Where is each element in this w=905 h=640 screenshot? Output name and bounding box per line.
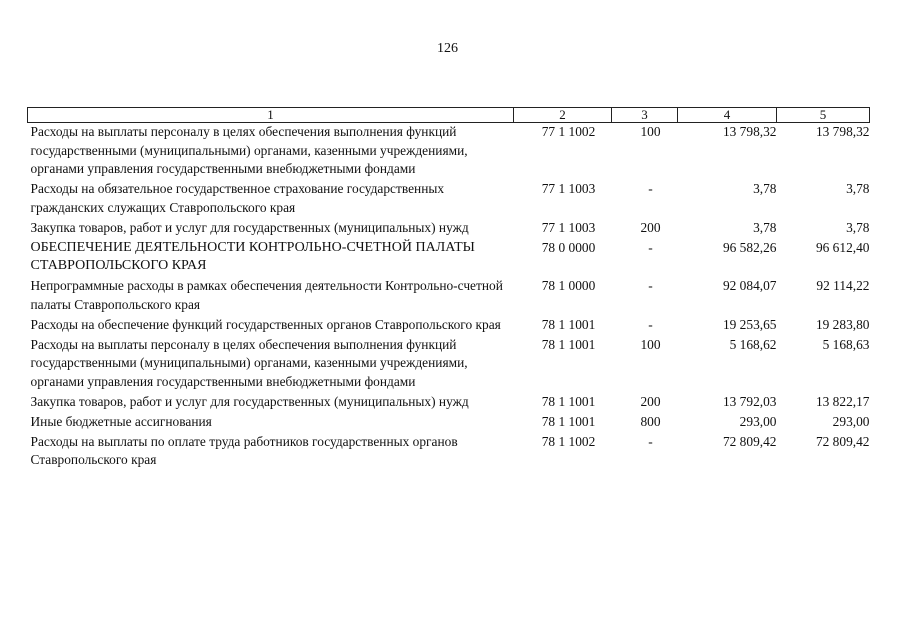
budget-table [27,107,870,471]
row-sum-col4: 13 792,03 [722,393,777,409]
table-row [28,316,870,336]
row-expense-type: 200 [640,393,661,409]
row-expense-type: - [648,316,653,332]
row-name: Непрограммные расходы в рамках обеспечения деятельности Контрольно-счетной палаты Ставропольского края [30,278,503,312]
row-sum-col4: 13 798,32 [722,124,777,139]
row-sum-col4: 96 582,26 [722,239,777,255]
row-sum-col5: 13 798,32 [815,124,870,139]
row-name: Закупка товаров, работ и услуг для государственных (муниципальных) нужд [30,393,469,409]
table-header [28,108,870,123]
row-name: Расходы на выплаты по оплате труда работников государственных органов Ставропольского края [30,433,458,467]
row-code: 77 1 1003 [541,181,596,196]
row-code: 78 1 1002 [541,433,596,449]
table-row [28,239,870,278]
row-sum-col4: 92 084,07 [722,278,777,293]
row-name: Расходы на обязательное государственное страхование государственных гражданских служащих Ставропольского края [30,181,445,215]
row-sum-col4: 3,78 [753,181,777,196]
row-name: Расходы на выплаты персоналу в целях обеспечения выполнения функций государственными (муниципальными) органами, казенными учреждениями, органами управления государственными внебюджетными фондами [30,124,468,176]
table-body [28,123,870,472]
row-expense-type: 200 [640,219,661,235]
row-sum-col5: 92 114,22 [816,278,870,293]
table-row [28,393,870,413]
table-row [28,180,870,219]
row-code: 78 1 0000 [541,278,596,293]
row-sum-col5: 293,00 [832,413,870,429]
row-expense-type: - [648,181,653,196]
row-sum-col4: 293,00 [739,413,777,429]
row-code: 77 1 1003 [541,219,596,235]
row-name: ОБЕСПЕЧЕНИЕ ДЕЯТЕЛЬНОСТИ КОНТРОЛЬНО-СЧЕТНОЙ ПАЛАТЫ СТАВРОПОЛЬСКОГО КРАЯ [30,239,475,273]
table-row [28,123,870,181]
table-row [28,413,870,433]
row-sum-col4: 3,78 [753,219,777,235]
row-expense-type: 800 [640,413,661,429]
row-sum-col5: 19 283,80 [815,316,870,332]
row-sum-col5: 13 822,17 [815,393,870,409]
row-name: Закупка товаров, работ и услуг для государственных (муниципальных) нужд [30,219,469,235]
row-sum-col5: 5 168,63 [822,336,870,352]
row-sum-col4: 72 809,42 [722,433,777,449]
row-code: 77 1 1002 [541,124,596,139]
row-expense-type: - [648,433,653,449]
row-expense-type: - [648,239,653,255]
row-sum-col4: 5 168,62 [729,336,777,352]
row-code: 78 1 1001 [541,413,596,429]
row-code: 78 1 1001 [541,316,596,332]
row-code: 78 0 0000 [541,239,596,255]
table-row [28,219,870,239]
row-expense-type: 100 [640,124,661,139]
row-sum-col5: 3,78 [846,181,870,196]
row-name: Иные бюджетные ассигнования [30,413,212,429]
row-code: 78 1 1001 [541,393,596,409]
row-sum-col5: 72 809,42 [815,433,870,449]
page-number: 126 [437,41,458,56]
header-col-5: 5 [777,108,870,123]
table-row [28,433,870,472]
row-expense-type: 100 [640,336,661,352]
header-col-1: 1 [28,108,514,123]
header-col-3: 3 [612,108,678,123]
header-row [28,108,870,123]
row-code: 78 1 1001 [541,336,596,352]
header-col-4: 4 [678,108,777,123]
table-row [28,336,870,393]
row-name: Расходы на обеспечение функций государственных органов Ставропольского края [30,316,501,332]
row-sum-col4: 19 253,65 [722,316,777,332]
row-expense-type: - [648,278,653,293]
row-name: Расходы на выплаты персоналу в целях обеспечения выполнения функций государственными (муниципальными) органами, казенными учреждениями, органами управления государственными внебюджетными фондами [30,336,468,389]
row-sum-col5: 96 612,40 [815,239,870,255]
row-sum-col5: 3,78 [846,219,870,235]
table-row [28,277,870,316]
header-col-2: 2 [514,108,612,123]
